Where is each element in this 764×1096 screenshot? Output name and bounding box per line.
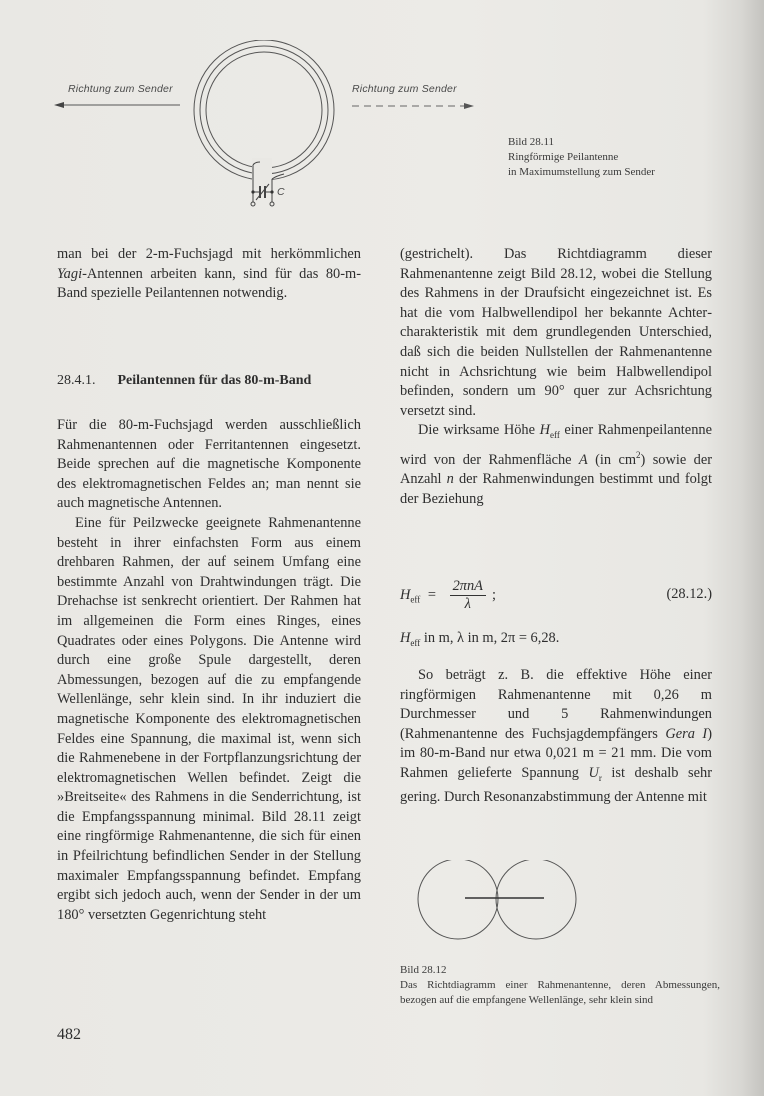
figure-directional-diagram	[400, 860, 580, 950]
page-number: 482	[57, 1026, 81, 1043]
left-column-body	[57, 416, 361, 925]
caption-line: in Maximumstellung zum Sender	[508, 166, 655, 178]
figure-caption-28-12	[400, 963, 720, 1008]
caption-number: Bild 28.12	[400, 964, 447, 976]
section-title: Peilantennen für das 80-m-Band	[117, 373, 312, 388]
caption-text: Das Richtdiagramm einer Rahmenantenne, deren Abmessungen, bezogen auf die empfangene Wellenlänge, sehr klein sind	[400, 979, 720, 1006]
intro-paragraph: man bei der 2-m-Fuchsjagd mit herkömmlichen Yagi-Antennen arbeiten kann, sind für das 80-m-Band spezielle Peilantennen notwendig.	[57, 246, 361, 302]
paragraph: Eine für Peilzwecke geeignete Rahmenantenne besteht in ihrer einfachsten Form aus einem drehbaren Rahmen, der auf seinem Umfang eine bestimmte Anzahl von Drahtwindungen trägt. Die Drehachse ist senkrecht orientiert. Der Rahmen hat im allgemeinen die Form eines Ringes, eines Quadrates oder eines Polygons. Die Antenne wird durch eine große Spule dargestellt, deren Abmessungen, bezogen auf die zu empfangende Wellenlänge, sehr klein sind. In ihr induziert die magnetische Komponente des elektromagnetischen Feldes eine Spannung, die maximal ist, wenn sich die Rahmenebene in der Fortpflanzungsrichtung der elektromagnetischen Wellen befindet. Zeigt die »Breitseite« des Rahmens in die Senderrichtung, ist die Empfangsspannung minimal. Bild 28.11 zeigt eine ringförmige Rahmenantenne, die sich für einen in Pfeilrichtung befindlichen Sender in der Stellung maximaler Empfangsspannung befindet. Empfang ergibt sich jedoch auch, wenn der Sender in der um 180° versetzten Gegenrichtung steht	[57, 514, 361, 923]
direction-label-left: Richtung zum Sender	[68, 83, 173, 95]
equation-number: (28.12.)	[666, 586, 712, 602]
ring-antenna-drawing	[40, 40, 510, 230]
figure-caption-28-11	[508, 135, 655, 180]
capacitor-label: C	[277, 186, 285, 198]
lobe-right	[496, 860, 576, 939]
fraction: $\frac{\text{2πnA}}{\lambda}$	[450, 578, 486, 613]
right-column-body-2	[400, 666, 712, 808]
paragraph: (gestrichelt). Das Richtdiagramm dieser Rahmenantenne zeigt Bild 28.12, wobei die Stellung des Rahmens in der Draufsicht eingezeichnet ist. Es hat die vom Halbwellendipol her bekannte Achtercharakteristik mit dem grundlegenden Unterschied, daß sich die beiden Nullstellen der Rahmenantenne nicht in Achsrichtung wie beim Halbwellendipol befinden, sondern um 90° quer zur Achsrichtung versetzt sind.	[400, 246, 712, 419]
section-number: 28.4.1.	[57, 373, 96, 388]
left-column-intro	[57, 245, 361, 304]
units-line: $H_{eff}$ in m, λ in m, 2π = 6,28.	[400, 630, 560, 648]
caption-line: Ringförmige Peilantenne	[508, 151, 619, 163]
caption-number: Bild 28.11	[508, 136, 555, 148]
lobe-left	[418, 860, 498, 939]
section-heading	[57, 373, 311, 389]
ring-inner	[206, 52, 322, 168]
equation-28-12: $H_{eff}$ = $\frac{\text{2πnA}}{\lambda}$ ; (28.12.)	[400, 578, 712, 612]
right-column-body	[400, 245, 712, 509]
ring-middle	[200, 46, 328, 174]
paragraph: Für die 80-m-Fuchsjagd werden ausschließlich Rahmenantennen oder Ferritantennen eingesetzt. Beide sprechen auf die magnetische Komponente des elektromagnetischen Feldes an; man nennt sie auch magnetische Antennen.	[57, 417, 361, 512]
paragraph: Die wirksame Höhe $H_{eff}$ einer Rahmenpeilantenne wird von der Rahmenfläche A (in $cm^2$) sowie der Anzahl n der Rahmenwindungen bestimmt und folgt der Beziehung	[400, 422, 713, 507]
direction-label-right: Richtung zum Sender	[352, 83, 457, 95]
paragraph: So beträgt z. B. die effektive Höhe einer ringförmigen Rahmenantenne mit 0,26 m Durchmesser und 5 Rahmenwindungen (Rahmenantenne des Fuchsjagdempfängers Gera I) im 80-m-Band nur etwa 0,021 m = 21 mm. Die vom Rahmen gelieferte Spannung $U_r$ ist deshalb sehr gering. Durch Resonanzabstimmung der Antenne mit	[400, 667, 712, 806]
arrow-left-icon	[54, 102, 64, 108]
figure-ring-antenna	[40, 40, 510, 230]
arrow-right-icon	[464, 103, 474, 109]
